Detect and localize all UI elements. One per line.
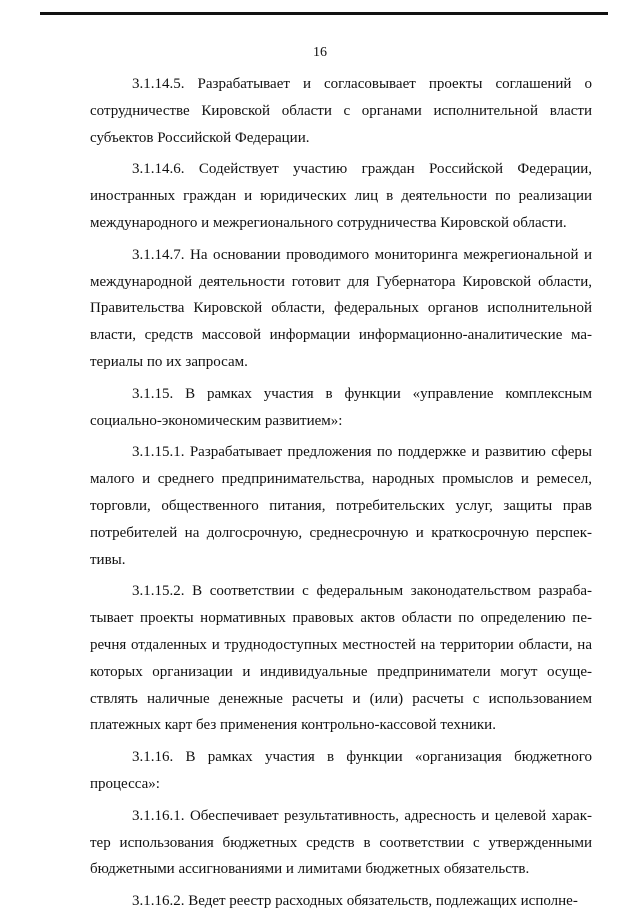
paragraph-3-1-14-7: 3.1.14.7. На основании проводимого мониторинга межрегиональной и международной деятельности готовит для Губернатора Кировской области, Правительства Кировской области, федеральных органов исполнительной власти, средств массовой информации информационно-аналитические материалы по их запросам. [90,246,592,370]
paragraph-3-1-16-1: 3.1.16.1. Обеспечивает результативность, адресность и целевой характер использования бюджетных средств в соответствии с утвержденными бюджетными ассигнованиями и лимитами бюджетных обязательств. [90,807,592,878]
page-number: 16 [313,45,327,60]
paragraph-3-1-16: 3.1.16. В рамках участия в функции «организация бюджетного процесса»: [90,749,592,792]
paragraph-3-1-14-6: 3.1.14.6. Содействует участию граждан Российской Федерации, иностранных граждан и юридических лиц в деятельности по реализации международного и межрегионального сотрудничества Кировской области. [90,161,592,231]
paragraph-3-1-15: 3.1.15. В рамках участия в функции «управление комплексным социально-экономическим развитием»: [90,385,592,429]
paragraph-3-1-14-5: 3.1.14.5. Разрабатывает и согласовывает проекты соглашений о сотрудничестве Кировской области с органами исполнительной власти субъектов Российской Федерации. [90,76,592,146]
document-body [90,71,592,920]
paragraph-3-1-16-2: 3.1.16.2. Ведет реестр расходных обязательств, подлежащих исполне- [132,893,578,910]
top-border-rule [40,12,608,15]
paragraph-3-1-15-2: 3.1.15.2. В соответствии с федеральным законодательством разрабатывает проекты нормативных правовых актов области по определению перечня отдаленных и труднодоступных местностей на территории области, на которых организации и индивидуальные предприниматели могут осуществлять наличные денежные расчеты и (или) расчеты с использованием платежных карт без применения контрольно-кассовой техники. [90,583,592,734]
paragraph-3-1-15-1: 3.1.15.1. Разрабатывает предложения по поддержке и развитию сферы малого и среднего предпринимательства, народных промыслов и ремесел, торговли, общественного питания, потребительских услуг, защиты прав потребителей на долгосрочную, среднесрочную и краткосрочную перспективы. [90,444,592,568]
